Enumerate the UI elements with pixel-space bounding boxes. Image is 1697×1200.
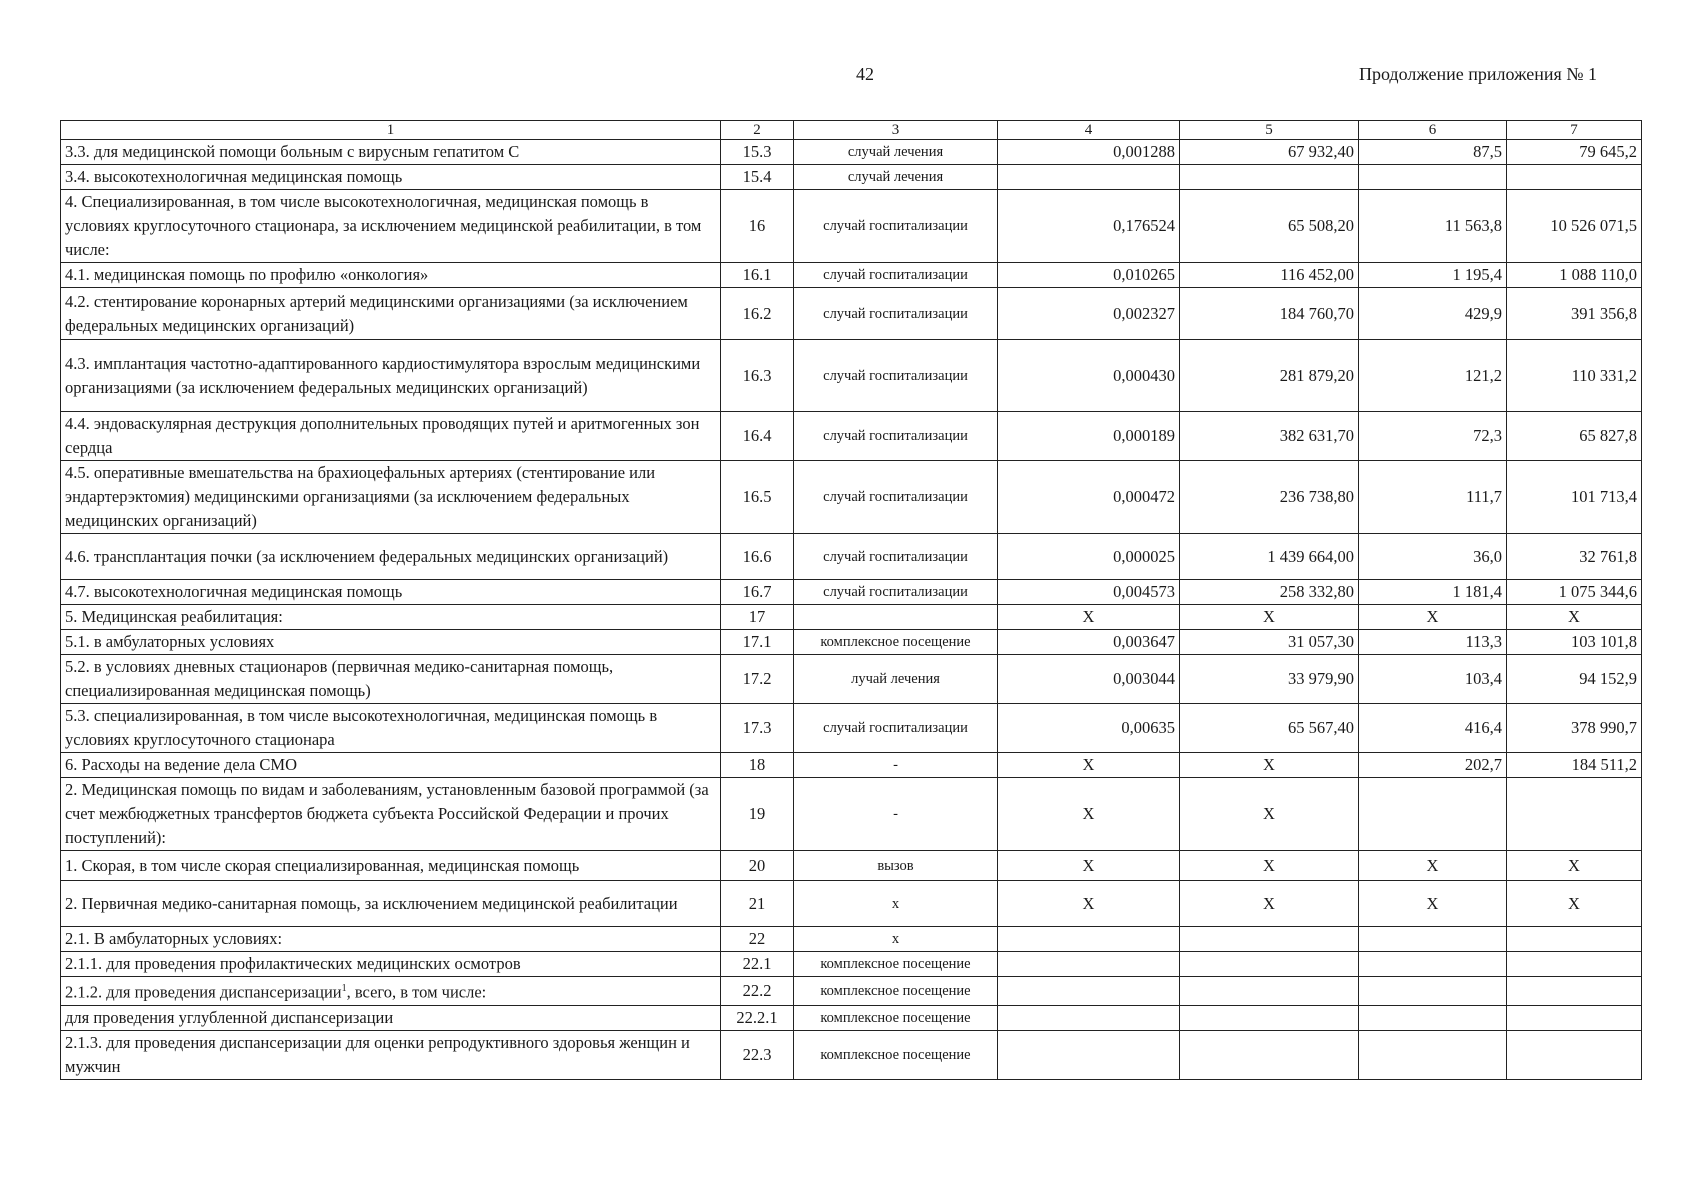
value-cell-col5: 236 738,80 [1180, 461, 1359, 534]
value-cell-col6: 121,2 [1359, 340, 1507, 412]
row-name-cell [61, 1030, 721, 1079]
table-row [61, 605, 1642, 630]
row-code-cell: 16.1 [721, 263, 794, 288]
row-unit-cell: комплексное посещение [794, 977, 998, 1006]
value-cell-col4: 0,001288 [998, 140, 1180, 165]
value-cell-col5: 281 879,20 [1180, 340, 1359, 412]
row-name: 6. Расходы на ведение дела СМО [65, 755, 298, 774]
value-cell-col6: 72,3 [1359, 412, 1507, 461]
value-cell-col7: 391 356,8 [1507, 288, 1642, 340]
value-cell-col4: X [998, 881, 1180, 927]
value-cell-col4: 0,176524 [998, 190, 1180, 263]
row-unit-cell: случай госпитализации [794, 288, 998, 340]
row-code-cell: 16 [721, 190, 794, 263]
table-row [61, 165, 1642, 190]
row-name-cell [61, 140, 721, 165]
value-cell-col6: 36,0 [1359, 534, 1507, 580]
row-name-cell [61, 952, 721, 977]
row-unit-cell: случай госпитализации [794, 580, 998, 605]
table-header-row [61, 121, 1642, 140]
row-code-cell: 20 [721, 851, 794, 881]
row-unit-cell: комплексное посещение [794, 1005, 998, 1030]
value-cell-col6 [1359, 1030, 1507, 1079]
table-row [61, 881, 1642, 927]
row-name: 4.3. имплантация частотно-адаптированного кардиостимулятора взрослым медицинскими организациями (за исключением федеральных медицинских организаций) [65, 353, 701, 397]
table-row [61, 580, 1642, 605]
value-cell-col4: X [998, 605, 1180, 630]
column-header: 3 [794, 121, 998, 140]
value-cell-col7: 378 990,7 [1507, 704, 1642, 753]
value-cell-col5: 116 452,00 [1180, 263, 1359, 288]
value-cell-col7: 79 645,2 [1507, 140, 1642, 165]
annex-label: Продолжение приложения № 1 [1358, 64, 1597, 84]
row-code-cell: 16.4 [721, 412, 794, 461]
value-cell-col4: 0,003647 [998, 630, 1180, 655]
row-code-cell: 17 [721, 605, 794, 630]
value-cell-col4: 0,010265 [998, 263, 1180, 288]
table-row [61, 288, 1642, 340]
row-name-cell [61, 534, 721, 580]
value-cell-col5 [1180, 165, 1359, 190]
row-name: 2. Первичная медико-санитарная помощь, за исключением медицинской реабилитации [65, 893, 678, 913]
value-cell-col6: X [1359, 605, 1507, 630]
value-cell-col6 [1359, 165, 1507, 190]
row-unit-cell: случай госпитализации [794, 534, 998, 580]
value-cell-col6: 416,4 [1359, 704, 1507, 753]
row-name-cell [61, 1005, 721, 1030]
row-unit-cell: комплексное посещение [794, 952, 998, 977]
value-cell-col6: X [1359, 881, 1507, 927]
row-name: 4.7. высокотехнологичная медицинская помощь [65, 582, 403, 601]
value-cell-col5: X [1180, 605, 1359, 630]
row-name-cell [61, 461, 721, 534]
value-cell-col6 [1359, 778, 1507, 851]
row-code-cell: 17.1 [721, 630, 794, 655]
table-row [61, 927, 1642, 952]
row-name-cell [61, 881, 721, 927]
row-code-cell: 16.3 [721, 340, 794, 412]
value-cell-col4: 0,000472 [998, 461, 1180, 534]
value-cell-col6: 429,9 [1359, 288, 1507, 340]
value-cell-col6: 103,4 [1359, 655, 1507, 704]
value-cell-col7: 101 713,4 [1507, 461, 1642, 534]
row-unit-cell: х [794, 927, 998, 952]
row-name-cell [61, 165, 721, 190]
value-cell-col7 [1507, 952, 1642, 977]
value-cell-col5: X [1180, 753, 1359, 778]
column-header: 2 [721, 121, 794, 140]
value-cell-col6: 11 563,8 [1359, 190, 1507, 263]
row-unit-cell: случай госпитализации [794, 340, 998, 412]
row-name-cell [61, 753, 721, 778]
table-row [61, 778, 1642, 851]
row-name: 1. Скорая, в том числе скорая специализированная, медицинская помощь [65, 855, 580, 875]
column-header: 5 [1180, 121, 1359, 140]
value-cell-col4: 0,00635 [998, 704, 1180, 753]
table-row [61, 140, 1642, 165]
row-name: 2.1.3. для проведения диспансеризации для оценки репродуктивного здоровья женщин и мужчин [65, 1032, 690, 1076]
value-cell-col7: X [1507, 881, 1642, 927]
value-cell-col7: 94 152,9 [1507, 655, 1642, 704]
row-unit-cell: случай госпитализации [794, 704, 998, 753]
value-cell-col7: 1 088 110,0 [1507, 263, 1642, 288]
row-name-cell [61, 704, 721, 753]
row-name: 5. Медицинская реабилитация: [65, 607, 283, 626]
row-unit-cell: - [794, 753, 998, 778]
row-name: 4.6. трансплантация почки (за исключением федеральных медицинских организаций) [65, 546, 669, 566]
table-row [61, 1030, 1642, 1079]
value-cell-col4 [998, 165, 1180, 190]
row-name-cell [61, 412, 721, 461]
value-cell-col6: 87,5 [1359, 140, 1507, 165]
value-cell-col6 [1359, 1005, 1507, 1030]
row-unit-cell: случай лечения [794, 140, 998, 165]
row-name: 5.1. в амбулаторных условиях [65, 632, 275, 651]
row-unit-cell: случай госпитализации [794, 263, 998, 288]
value-cell-col6 [1359, 927, 1507, 952]
row-code-cell: 16.6 [721, 534, 794, 580]
row-name: 5.3. специализированная, в том числе высокотехнологичная, медицинская помощь в условиях круглосуточного стационара [65, 706, 658, 749]
value-cell-col7 [1507, 1030, 1642, 1079]
value-cell-col4 [998, 927, 1180, 952]
row-unit-cell: случай госпитализации [794, 190, 998, 263]
row-code-cell: 17.2 [721, 655, 794, 704]
value-cell-col4 [998, 952, 1180, 977]
row-name: для проведения углубленной диспансеризации [65, 1007, 394, 1027]
value-cell-col4 [998, 1005, 1180, 1030]
row-code-cell: 22.3 [721, 1030, 794, 1079]
row-name-cell [61, 655, 721, 704]
row-code-cell: 16.5 [721, 461, 794, 534]
column-header: 6 [1359, 121, 1507, 140]
row-name: 4.2. стентирование коронарных артерий медицинскими организациями (за исключением федеральных медицинских организаций) [65, 291, 688, 335]
row-name-cell [61, 190, 721, 263]
value-cell-col5: 33 979,90 [1180, 655, 1359, 704]
row-name: 2.1. В амбулаторных условиях: [65, 929, 283, 948]
value-cell-col7: 65 827,8 [1507, 412, 1642, 461]
value-cell-col4: 0,000189 [998, 412, 1180, 461]
value-cell-col4: 0,003044 [998, 655, 1180, 704]
table-row [61, 630, 1642, 655]
row-name-cell [61, 977, 721, 1006]
table-row [61, 952, 1642, 977]
row-code-cell: 18 [721, 753, 794, 778]
row-code-cell: 22.1 [721, 952, 794, 977]
row-name: 4.5. оперативные вмешательства на брахиоцефальных артериях (стентирование или эндартерэктомия) медицинскими организациями (за исключением федеральных медицинских организаций) [65, 463, 656, 530]
value-cell-col7: 32 761,8 [1507, 534, 1642, 580]
value-cell-col4 [998, 977, 1180, 1006]
page-number: 42 [856, 64, 874, 84]
row-name: 2.1.2. для проведения диспансеризации [65, 982, 342, 1002]
table-row [61, 534, 1642, 580]
row-name-cell [61, 580, 721, 605]
value-cell-col7 [1507, 165, 1642, 190]
row-unit-cell: вызов [794, 851, 998, 881]
value-cell-col5: 31 057,30 [1180, 630, 1359, 655]
row-name: 2.1.1. для проведения профилактических медицинских осмотров [65, 954, 521, 973]
value-cell-col7: 1 075 344,6 [1507, 580, 1642, 605]
table-row [61, 340, 1642, 412]
value-cell-col4 [998, 1030, 1180, 1079]
value-cell-col4: 0,000025 [998, 534, 1180, 580]
row-unit-cell: случай госпитализации [794, 461, 998, 534]
value-cell-col4: 0,002327 [998, 288, 1180, 340]
value-cell-col5: 382 631,70 [1180, 412, 1359, 461]
row-name-cell [61, 927, 721, 952]
table-row [61, 263, 1642, 288]
row-name: 2. Медицинская помощь по видам и заболеваниям, установленным базовой программой (за счет межбюджетных трансфертов бюджета субъекта Российской Федерации и прочих поступлений): [65, 780, 709, 847]
row-unit-cell [794, 605, 998, 630]
column-header: 4 [998, 121, 1180, 140]
row-name: 4.1. медицинская помощь по профилю «онкология» [65, 265, 429, 284]
row-code-cell: 19 [721, 778, 794, 851]
table-row [61, 190, 1642, 263]
row-unit-cell: случай госпитализации [794, 412, 998, 461]
value-cell-col5: 258 332,80 [1180, 580, 1359, 605]
row-unit-cell: комплексное посещение [794, 1030, 998, 1079]
value-cell-col5 [1180, 977, 1359, 1006]
row-name-cell [61, 263, 721, 288]
value-cell-col5 [1180, 952, 1359, 977]
row-code-cell: 16.2 [721, 288, 794, 340]
table-row [61, 704, 1642, 753]
value-cell-col5: 1 439 664,00 [1180, 534, 1359, 580]
row-name-cell [61, 630, 721, 655]
table-row [61, 655, 1642, 704]
row-name-tail: , всего, в том числе: [346, 982, 487, 1002]
row-name-cell [61, 288, 721, 340]
row-name-cell [61, 851, 721, 881]
row-name: 4. Специализированная, в том числе высокотехнологичная, медицинская помощь в условиях круглосуточного стационара, за исключением медицинской реабилитации, в том числе: [65, 192, 702, 259]
value-cell-col7 [1507, 778, 1642, 851]
row-name: 3.3. для медицинской помощи больным с вирусным гепатитом С [65, 142, 520, 161]
value-cell-col7: X [1507, 851, 1642, 881]
value-cell-col5 [1180, 1030, 1359, 1079]
value-cell-col5: 184 760,70 [1180, 288, 1359, 340]
row-unit-cell: - [794, 778, 998, 851]
row-unit-cell: х [794, 881, 998, 927]
table-row [61, 1005, 1642, 1030]
row-code-cell: 16.7 [721, 580, 794, 605]
row-unit-cell: лучай лечения [794, 655, 998, 704]
table-row [61, 977, 1642, 1006]
value-cell-col6: 111,7 [1359, 461, 1507, 534]
value-cell-col7: 184 511,2 [1507, 753, 1642, 778]
value-cell-col6: 202,7 [1359, 753, 1507, 778]
value-cell-col7: 103 101,8 [1507, 630, 1642, 655]
value-cell-col5 [1180, 927, 1359, 952]
value-cell-col5: 65 567,40 [1180, 704, 1359, 753]
value-cell-col7 [1507, 927, 1642, 952]
value-cell-col4: X [998, 851, 1180, 881]
value-cell-col6: 1 181,4 [1359, 580, 1507, 605]
row-name: 3.4. высокотехнологичная медицинская помощь [65, 167, 403, 186]
value-cell-col6: 113,3 [1359, 630, 1507, 655]
row-code-cell: 22 [721, 927, 794, 952]
value-cell-col5: 65 508,20 [1180, 190, 1359, 263]
table-row [61, 412, 1642, 461]
row-unit-cell: случай лечения [794, 165, 998, 190]
value-cell-col6: 1 195,4 [1359, 263, 1507, 288]
row-unit-cell: комплексное посещение [794, 630, 998, 655]
value-cell-col7: 110 331,2 [1507, 340, 1642, 412]
table-row [61, 461, 1642, 534]
data-table [60, 120, 1642, 1080]
value-cell-col6 [1359, 952, 1507, 977]
footnote-mark: 1 [341, 983, 347, 994]
row-code-cell: 17.3 [721, 704, 794, 753]
value-cell-col4: 0,000430 [998, 340, 1180, 412]
value-cell-col5: X [1180, 851, 1359, 881]
value-cell-col5: 67 932,40 [1180, 140, 1359, 165]
row-code-cell: 22.2.1 [721, 1005, 794, 1030]
row-name-cell [61, 778, 721, 851]
value-cell-col4: 0,004573 [998, 580, 1180, 605]
row-code-cell: 15.3 [721, 140, 794, 165]
column-header: 7 [1507, 121, 1642, 140]
row-name-cell [61, 605, 721, 630]
row-name-cell [61, 340, 721, 412]
row-code-cell: 21 [721, 881, 794, 927]
value-cell-col5: X [1180, 881, 1359, 927]
row-name: 4.4. эндоваскулярная деструкция дополнительных проводящих путей и аритмогенных зон сердца [65, 414, 700, 457]
value-cell-col4: X [998, 753, 1180, 778]
value-cell-col5: X [1180, 778, 1359, 851]
row-code-cell: 15.4 [721, 165, 794, 190]
value-cell-col6: X [1359, 851, 1507, 881]
table-row [61, 851, 1642, 881]
value-cell-col4: X [998, 778, 1180, 851]
table-row [61, 753, 1642, 778]
row-code-cell: 22.2 [721, 977, 794, 1006]
value-cell-col7: X [1507, 605, 1642, 630]
value-cell-col7 [1507, 977, 1642, 1006]
value-cell-col7 [1507, 1005, 1642, 1030]
row-name: 5.2. в условиях дневных стационаров (первичная медико-санитарная помощь, специализированная медицинская помощь) [65, 657, 614, 700]
column-header: 1 [61, 121, 721, 140]
value-cell-col7: 10 526 071,5 [1507, 190, 1642, 263]
value-cell-col5 [1180, 1005, 1359, 1030]
value-cell-col6 [1359, 977, 1507, 1006]
